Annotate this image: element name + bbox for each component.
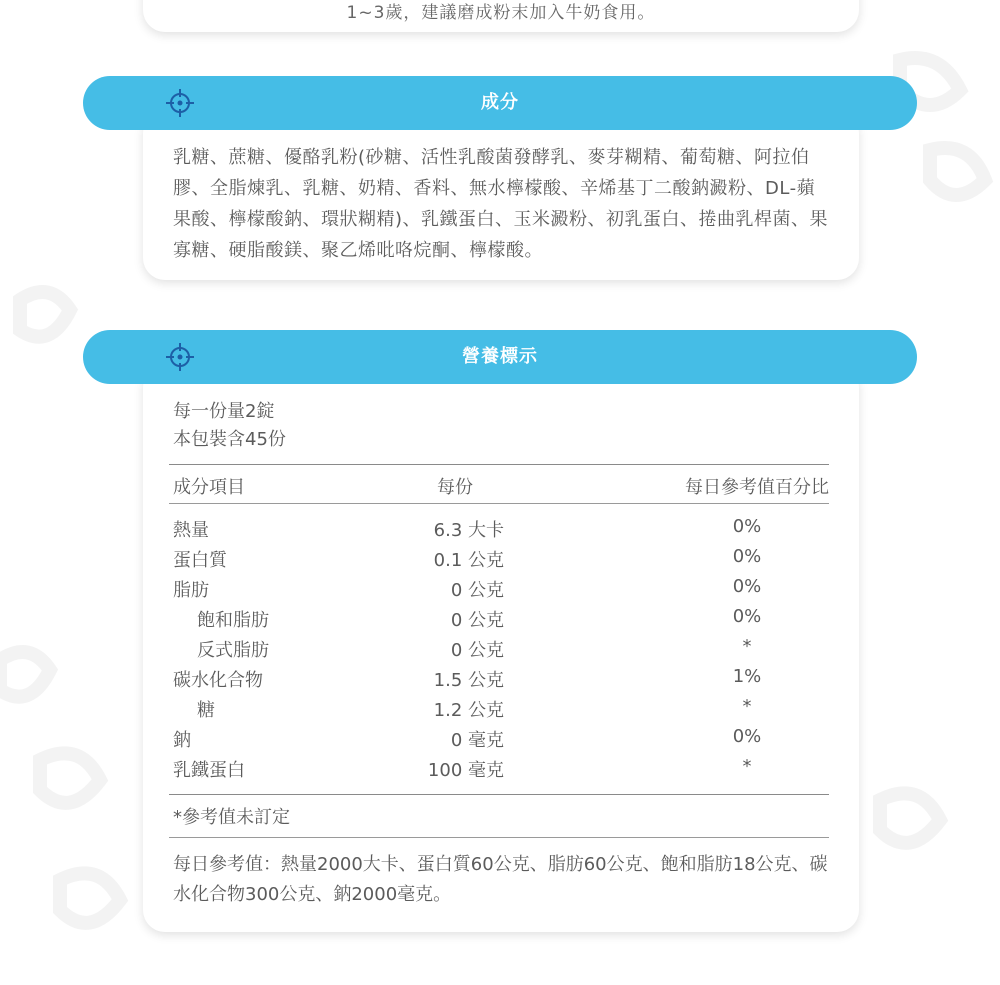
nutrient-daily-value: 0% [732,576,762,597]
usage-card [143,0,859,32]
nutrient-daily-value: 1% [732,666,762,687]
table-row [169,692,829,722]
nutrient-amount: 1.5 公克 [433,670,504,691]
nutrient-amount: 0.1 公克 [433,550,504,571]
nutrient-name: 反式脂肪 [197,640,269,661]
nutrient-amount: 0 毫克 [450,730,504,751]
nutrient-amount: 0 公克 [450,610,504,631]
nutrient-amount: 0 公克 [450,580,504,601]
nutrient-name: 碳水化合物 [173,670,263,691]
header-item: 成分項目 [173,477,245,498]
table-row [169,542,829,572]
nutrient-name: 鈉 [173,730,191,751]
nutrition-banner [83,330,917,384]
nutrient-amount: 6.3 大卡 [433,520,504,541]
nutrient-name: 飽和脂肪 [197,610,269,631]
nutrition-card [143,366,859,932]
header-per-serving: 每份 [437,477,473,498]
table-row [169,662,829,692]
table-row [169,572,829,602]
serving-size: 每一份量2錠 [173,401,275,422]
nutrient-daily-value: 0% [732,726,762,747]
servings-per-package: 本包裝含45份 [173,429,286,450]
nutrient-amount: 100 毫克 [427,760,504,781]
nutrient-daily-value: * [742,696,752,717]
nutrition-rows [169,504,829,794]
nutrient-name: 乳鐵蛋白 [173,760,245,781]
nutrition-title: 營養標示 [462,346,538,367]
nutrient-daily-value: 0% [732,546,762,567]
ingredients-title: 成分 [481,92,519,113]
nutrient-daily-value: 0% [732,516,762,537]
nutrient-name: 糖 [197,700,215,721]
nutrition-table [169,464,829,910]
nutrient-name: 蛋白質 [173,550,227,571]
usage-text: 1~3歲，建議磨成粉末加入牛奶食用。 [346,3,656,23]
serving-info [173,398,286,454]
nutrient-amount: 1.2 公克 [433,700,504,721]
table-row [169,752,829,782]
nutrient-daily-value: 0% [732,606,762,627]
table-header [169,465,829,503]
ingredients-banner [83,76,917,130]
footnote: *參考值未訂定 [173,807,290,828]
table-row [169,512,829,542]
ingredients-text: 乳糖、蔗糖、優酪乳粉(砂糖、活性乳酸菌發酵乳、麥芽糊精、葡萄糖、阿拉伯膠、全脂煉乳、乳糖、奶精、香料、無水檸檬酸、辛烯基丁二酸鈉澱粉、DL-蘋果酸、檸檬酸鈉、環狀糊精)、乳鐵蛋白、玉米澱粉、初乳蛋白、捲曲乳桿菌、果寡糖、硬脂酸鎂、聚乙烯吡咯烷酮、檸檬酸。 [173,147,829,261]
table-row [169,602,829,632]
nutrient-daily-value: * [742,756,752,777]
header-daily-value: 每日參考值百分比 [685,477,829,498]
ingredients-card [143,112,859,280]
nutrient-daily-value: * [742,636,752,657]
table-row [169,722,829,752]
nutrient-name: 熱量 [173,520,209,541]
nutrient-amount: 0 公克 [450,640,504,661]
nutrient-name: 脂肪 [173,580,209,601]
daily-reference-text: 每日參考值：熱量2000大卡、蛋白質60公克、脂肪60公克、飽和脂肪18公克、碳水化合物300公克、鈉2000毫克。 [173,854,828,905]
table-row [169,632,829,662]
